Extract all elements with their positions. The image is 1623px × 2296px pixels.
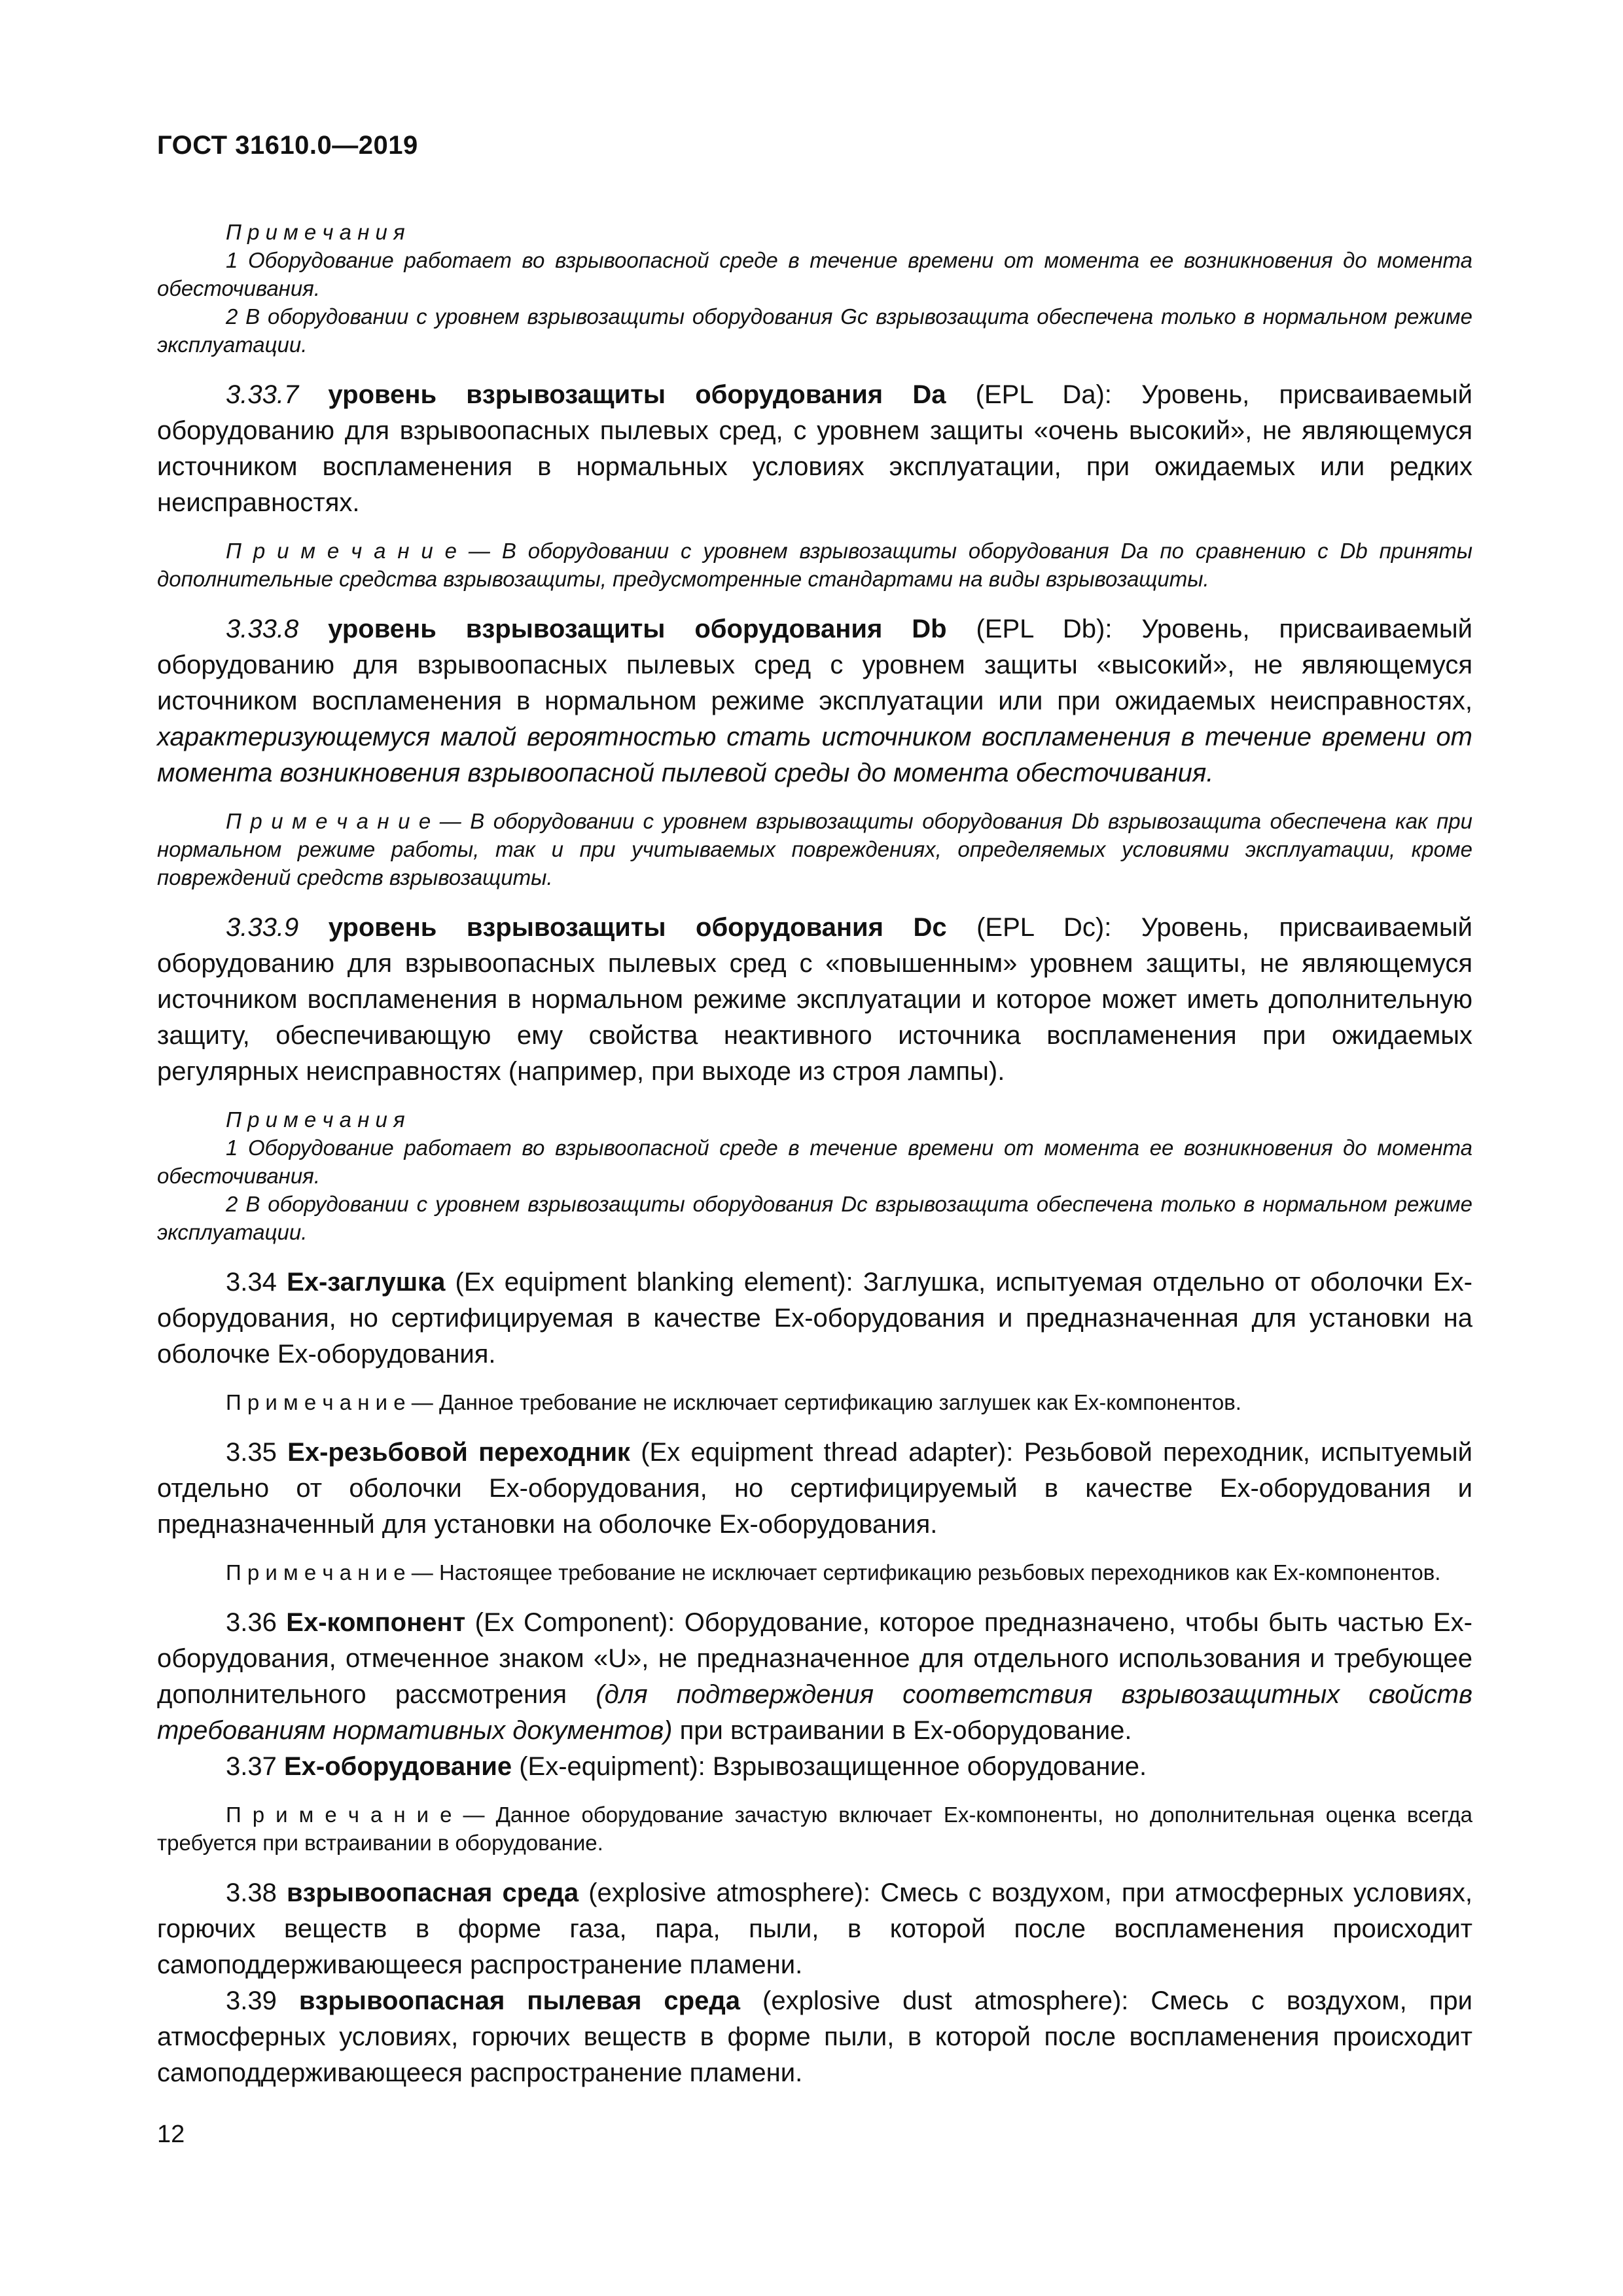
note-item: 1 Оборудование работает во взрывоопасной среде в течение времени от момента ее возникновения до момента обесточивания. — [157, 248, 1472, 300]
note-title: П р и м е ч а н и я — [226, 1107, 405, 1132]
note: П р и м е ч а н и е — В оборудовании с уровнем взрывозащиты оборудования Db взрывозащита обеспечена как при нормальном режиме работы, так и при учитываемых повреждениях, определяемых условиями эксплуатации, кроме повреждений средств взрывозащиты. — [157, 809, 1472, 889]
definition-3-35: 3.35 Ex-резьбовой переходник (Ex equipment thread adapter): Резьбовой переходник, испытуемый отдельно от оболочки Ex-оборудования, но сертифицируемый в качестве Ex-оборудования и предназначенный для установки на оболочке Ex-оборудования. — [157, 1438, 1473, 1539]
note: П р и м е ч а н и е — В оборудовании с уровнем взрывозащиты оборудования Da по сравнению с Db приняты дополнительные средства взрывозащиты, предусмотренные стандартами на виды взрывозащиты. — [157, 539, 1472, 591]
note-item: 1 Оборудование работает во взрывоопасной среде в течение времени от момента ее возникновения до момента обесточивания. — [157, 1136, 1472, 1188]
document-page — [157, 131, 1472, 2091]
definition-3-37: 3.37 Ex-оборудование (Ex-equipment): Взрывозащищенное оборудование. — [226, 1752, 1147, 1781]
note-block — [157, 218, 1472, 359]
document-header: ГОСТ 31610.0—2019 — [157, 131, 418, 160]
page-number: 12 — [157, 2121, 185, 2148]
note-block — [157, 1105, 1472, 1246]
note-title: П р и м е ч а н и я — [226, 220, 405, 244]
definition-3-34: 3.34 Ex-заглушка (Ex equipment blanking element): Заглушка, испытуемая отдельно от оболочки Ex-оборудования, но сертифицируемая в качестве Ex-оборудования и предназначенная для установки на оболочке Ex-оборудования. — [157, 1268, 1472, 1369]
note-item: 2 В оборудовании с уровнем взрывозащиты оборудования Dc взрывозащита обеспечена только в нормальном режиме эксплуатации. — [157, 1192, 1472, 1244]
definition-3-38: 3.38 взрывоопасная среда (explosive atmosphere): Смесь с воздухом, при атмосферных условиях, горючих веществ в форме газа, пара, пыли, в которой после воспламенения происходит самоподдерживающееся распространение пламени. — [157, 1878, 1473, 1979]
definition-3-33-7: 3.33.7 уровень взрывозащиты оборудования Da (EPL Da): Уровень, присваиваемый оборудованию для взрывоопасных пылевых сред, с уровнем защиты «очень высокий», не являющемуся источником воспламенения в нормальных условиях эксплуатации, при ожидаемых или редких неисправностях. — [157, 380, 1473, 517]
definition-3-33-8: 3.33.8 уровень взрывозащиты оборудования Db (EPL Db): Уровень, присваиваемый оборудованию для взрывоопасных пылевых сред с уровнем защиты «высокий», не являющемуся источником воспламенения в нормальном режиме эксплуатации или при ожидаемых неисправностях, характеризующемуся малой вероятностью стать источником воспламенения в течение времени от момента возникновения взрывоопасной пылевой среды до момента обесточивания. — [157, 615, 1473, 787]
definition-3-39: 3.39 взрывоопасная пылевая среда (explosive dust atmosphere): Смесь с воздухом, при атмосферных условиях, горючих веществ в форме пыли, в которой после воспламенения происходит самоподдерживающееся распространение пламени. — [157, 1986, 1472, 2087]
note: П р и м е ч а н и е — Данное оборудование зачастую включает Ex-компоненты, но дополнительная оценка всегда требуется при встраивании в оборудование. — [157, 1803, 1473, 1855]
note: П р и м е ч а н и е — Настоящее требование не исключает сертификацию резьбовых переходников как Ex-компонентов. — [226, 1560, 1441, 1585]
definition-3-33-9: 3.33.9 уровень взрывозащиты оборудования Dc (EPL Dc): Уровень, присваиваемый оборудованию для взрывоопасных пылевых сред с «повышенным» уровнем защиты, не являющемуся источником воспламенения в нормальном режиме эксплуатации и которое может иметь дополнительную защиту, обеспечивающую ему свойства неактивного источника воспламенения при ожидаемых регулярных неисправностях (например, при выходе из строя лампы). — [157, 913, 1473, 1086]
definition-3-36: 3.36 Ex-компонент (Ex Component): Оборудование, которое предназначено, чтобы быть частью Ex-оборудования, отмеченное знаком «U», не предназначенное для отдельного использования и требующее дополнительного рассмотрения (для подтверждения соответствия взрывозащитных свойств требованиям нормативных документов) при встраивании в Ex-оборудование. — [157, 1608, 1472, 1745]
note: П р и м е ч а н и е — Данное требование не исключает сертификацию заглушек как Ex-компонентов. — [226, 1390, 1241, 1414]
note-item: 2 В оборудовании с уровнем взрывозащиты оборудования Gc взрывозащита обеспечена только в нормальном режиме эксплуатации. — [157, 304, 1472, 357]
